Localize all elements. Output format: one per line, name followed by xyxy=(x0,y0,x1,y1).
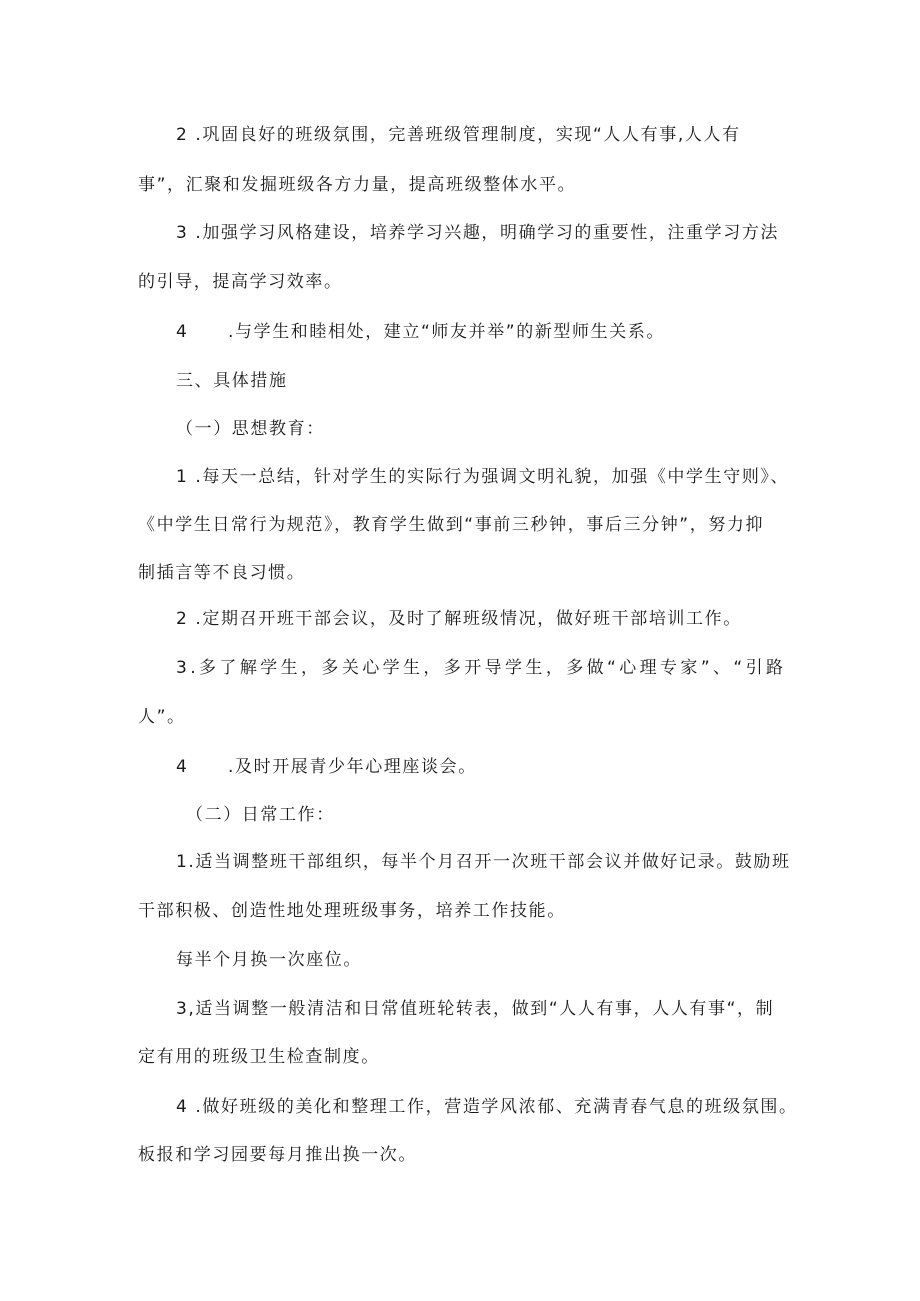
item-number: 2 xyxy=(176,125,189,145)
measure-3-line-1 xyxy=(176,656,836,680)
item-2-line-2: 事”，汇聚和发掘班级各方力量，提高班级整体水平。 xyxy=(138,175,577,195)
item-number: 1 xyxy=(176,852,189,872)
item-text: .每天一总结，针对学生的实际行为强调文明礼貌，加强《中学生守则》、 xyxy=(188,467,790,487)
item-3-line-1 xyxy=(176,221,826,245)
item-text: .加强学习风格建设，培养学习兴趣，明确学习的重要性，注重学习方法 xyxy=(188,223,780,243)
item-number: 1 xyxy=(176,467,189,487)
item-2-line-1 xyxy=(176,123,826,147)
measure-2 xyxy=(176,607,836,631)
daily-1-line-2: 干部积极、创造性地处理班级事务，培养工作技能。 xyxy=(138,901,566,921)
section-heading: 三、具体措施 xyxy=(176,371,288,391)
item-text: .做好班级的美化和整理工作，营造学风浓郁、充满青春气息的班级氛围。 xyxy=(188,1097,798,1117)
item-text: .及时开展青少年心理座谈会。 xyxy=(228,757,477,777)
item-text: .与学生和睦相处，建立“师友并举”的新型师生关系。 xyxy=(228,322,666,342)
item-text: .适当调整班干部组织，每半个月召开一次班干部会议并做好记录。鼓励班 xyxy=(188,852,791,872)
item-text: .巩固良好的班级氛围，完善班级管理制度，实现“人人有事,人人有 xyxy=(188,125,741,145)
measure-4 xyxy=(176,755,836,779)
item-number: 4 xyxy=(176,322,189,342)
item-number: 3 xyxy=(176,999,189,1019)
subsection-heading-1: （一）思想教育： xyxy=(176,419,325,439)
item-3-line-2: 的引导，提高学习效率。 xyxy=(138,272,343,292)
daily-3-line-2: 定有用的班级卫生检查制度。 xyxy=(138,1047,380,1067)
item-number: 3 xyxy=(176,223,189,243)
measure-3-line-2: 人”。 xyxy=(138,707,186,727)
item-4 xyxy=(176,320,836,344)
daily-1-line-1 xyxy=(176,850,816,874)
daily-3-line-1 xyxy=(176,997,816,1021)
item-text: .定期召开班干部会议，及时了解班级情况，做好班干部培训工作。 xyxy=(188,609,742,629)
daily-4-line-2: 板报和学习园要每月推出换一次。 xyxy=(138,1145,417,1165)
item-number: 2 xyxy=(176,609,189,629)
item-text: .多了解学生，多关心学生，多开导学生，多做“心理专家”、“引路 xyxy=(190,658,787,678)
daily-2: 每半个月换一次座位。 xyxy=(176,950,362,970)
item-text: ,适当调整一般清洁和日常值班轮转表，做到“人人有事，人人有事“，制 xyxy=(188,999,775,1019)
measure-1-line-2: 《中学生日常行为规范》，教育学生做到“事前三秒钟，事后三分钟”，努力抑 xyxy=(138,515,765,535)
item-number: 4 xyxy=(176,1097,189,1117)
daily-4-line-1 xyxy=(176,1095,816,1119)
subsection-heading-2: （二）日常工作： xyxy=(186,805,335,825)
item-number: 3 xyxy=(176,658,191,678)
item-number: 4 xyxy=(176,757,189,777)
measure-1-line-1 xyxy=(176,465,816,489)
measure-1-line-3: 制插言等不良习惯。 xyxy=(138,563,306,583)
